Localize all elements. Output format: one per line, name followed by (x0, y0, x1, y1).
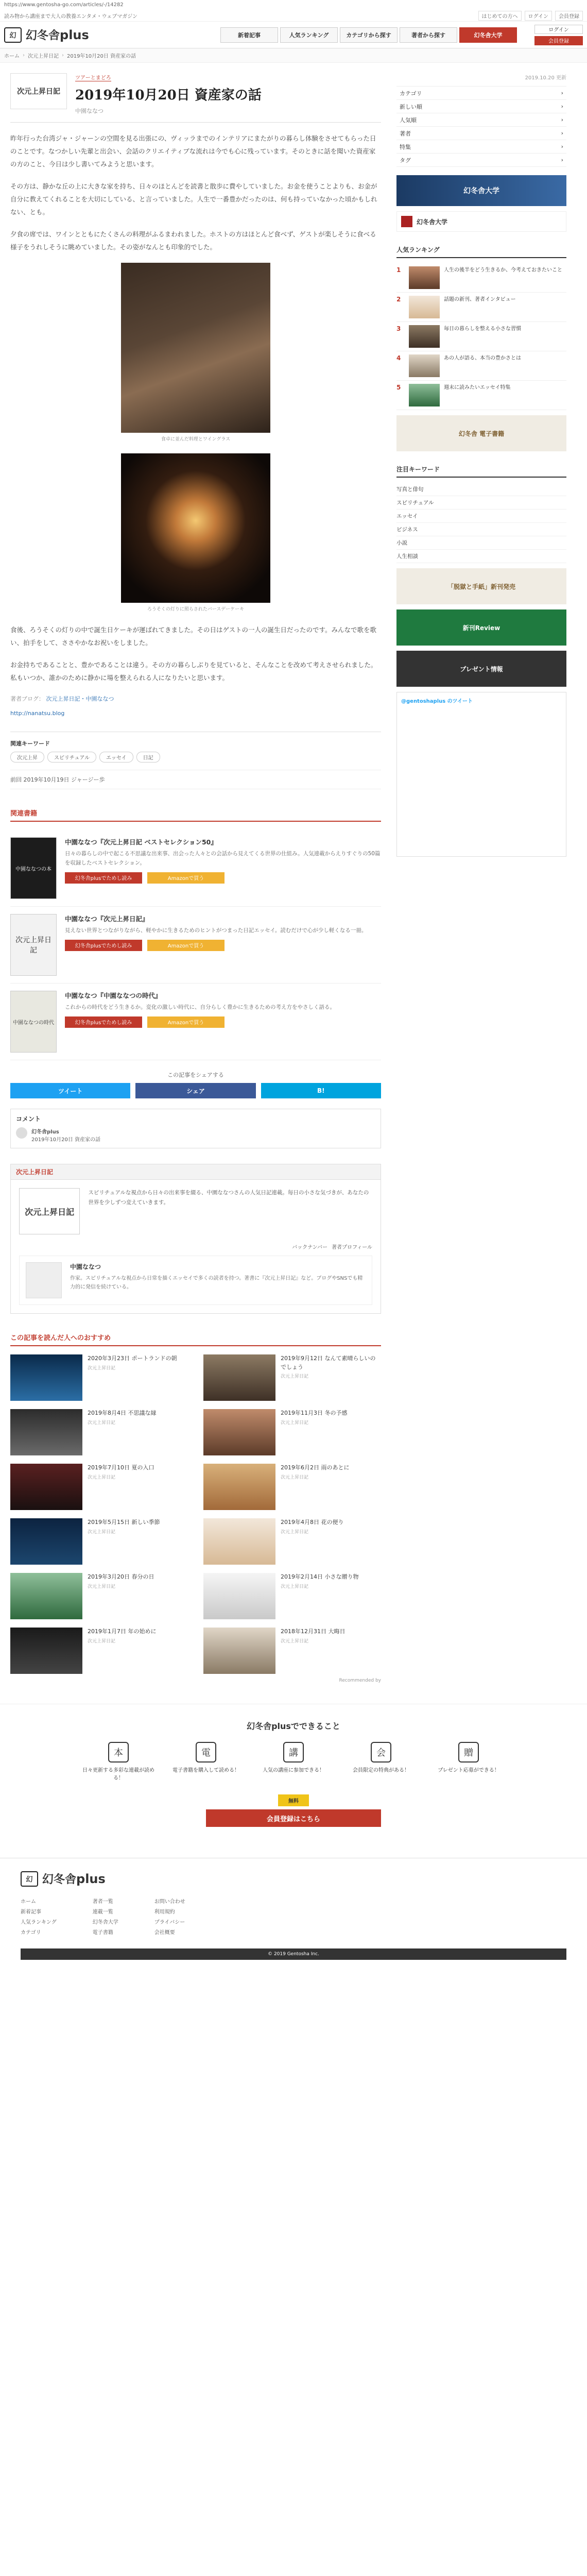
series-box-title: 次元上昇日記 (11, 1164, 381, 1180)
recommend-item-series: 次元上昇日記 (281, 1475, 309, 1480)
comment-text: 2019年10月20日 資産家の話 (31, 1137, 101, 1143)
recommend-item[interactable] (10, 1409, 188, 1455)
sidebar-menu (396, 86, 566, 167)
footer-link[interactable]: ホーム (21, 1899, 36, 1905)
topbar-link-login[interactable]: ログイン (525, 11, 553, 21)
ranking-title: 人気ランキング (396, 242, 566, 258)
nav-category[interactable]: カテゴリから探す (340, 27, 398, 43)
global-nav (220, 27, 517, 43)
footer-link[interactable]: カテゴリ (21, 1930, 41, 1936)
chevron-right-icon: › (561, 157, 563, 163)
comment-user[interactable]: 幻冬舎plus (31, 1129, 59, 1135)
recommend-grid (10, 1354, 381, 1674)
twitter-timeline-title: @gentoshaplus のツイート (401, 699, 473, 704)
recommend-thumb (10, 1518, 82, 1565)
article-photo-cake (121, 453, 270, 614)
footer-link[interactable]: 幻冬舎大学 (92, 1920, 118, 1925)
twitter-timeline[interactable] (396, 692, 566, 857)
recommend-thumb (203, 1354, 275, 1401)
book-title[interactable]: 中園ななつ『次元上昇日記』 (65, 915, 149, 923)
book-desc: 見えない世界とつながりながら、軽やかに生きるためのヒントがつまった日記エッセイ。読むだけで心が少し軽くなる一冊。 (65, 927, 367, 934)
recommend-item-title: 2019年7月10日 夏の入口 (88, 1464, 154, 1471)
twitter-share-button[interactable]: ツイート (10, 1083, 130, 1098)
article-title: 2019年10月20日 資産家の話 (75, 88, 262, 103)
university-brand[interactable]: 幻冬舎大学 (396, 211, 566, 232)
footer-link[interactable]: 電子書籍 (92, 1930, 113, 1936)
article-paragraph: その方は、静かな丘の上に大きな家を持ち、日々のほとんどを読書と散歩に費やしていました。お金を使うことよりも、お金が自分に教えてくれることを大切にしている、と言っていました。人生で一番豊かだったのは、何も持っていなかった頃かもしれない、とも。 (10, 182, 377, 216)
chevron-right-icon: › (561, 143, 563, 150)
recommend-item[interactable] (203, 1573, 381, 1619)
footer-links (21, 1897, 566, 1938)
recommend-item-series: 次元上昇日記 (88, 1475, 116, 1480)
photo-caption: ろうそくの灯りに照らされたバースデーケーキ (147, 607, 245, 612)
recommend-item-title: 2019年9月12日 なんて素晴らしいのでしょう (281, 1355, 376, 1370)
recommend-ad-label: Recommended by (339, 1678, 381, 1683)
recommend-item[interactable] (203, 1354, 381, 1401)
sidebar-menu-item[interactable]: タグ › (396, 154, 566, 167)
chevron-right-icon: › (561, 116, 563, 123)
keyword-link[interactable]: 小説 (396, 536, 566, 550)
sidebar-menu-item[interactable]: 著者 › (396, 127, 566, 140)
present-ad[interactable]: プレゼント情報 (396, 651, 566, 687)
breadcrumb-current: 2019年10月20日 資産家の話 (67, 54, 136, 59)
recommend-item[interactable] (203, 1628, 381, 1674)
recommend-thumb (10, 1573, 82, 1619)
book-title[interactable]: 中園ななつ『中園ななつの時代』 (65, 992, 162, 999)
author-name[interactable]: 中園ななつ (70, 1263, 101, 1270)
dinner-image (121, 263, 270, 433)
book-title[interactable]: 中園ななつ『次元上昇日記 ベストセレクション50』 (65, 838, 217, 846)
brand-square-icon (401, 216, 412, 227)
topbar-link-guide[interactable]: はじめての方へ (478, 11, 522, 21)
ebook-ad[interactable]: 幻冬舎 電子書籍 (396, 415, 566, 451)
nav-author[interactable]: 著者から探す (400, 27, 457, 43)
book-icon: 本 (108, 1742, 129, 1762)
share-buttons (10, 1083, 381, 1098)
book-desc: これからの時代をどう生きるか。変化の激しい時代に、自分らしく豊かに生きるための考え方をやさしく語る。 (65, 1004, 335, 1010)
chevron-right-icon: › (561, 130, 563, 137)
comment-item (16, 1127, 375, 1143)
keywords-title: 関連キーワード (10, 740, 50, 747)
service-item: 電 電子書籍を購入して読める！ (167, 1742, 245, 1782)
recommend-item-series: 次元上昇日記 (281, 1638, 309, 1644)
nav-university[interactable]: 幻冬舎大学 (459, 27, 517, 43)
recommend-thumb (10, 1409, 82, 1455)
footer-link[interactable]: 利用規約 (154, 1909, 175, 1915)
recommend-thumb (10, 1464, 82, 1510)
topbar (0, 10, 587, 22)
service-item: 講 人気の講座に参加できる！ (255, 1742, 332, 1782)
recommend-item[interactable] (10, 1573, 188, 1619)
recommend-item-series: 次元上昇日記 (88, 1584, 116, 1589)
avatar (16, 1127, 27, 1139)
chevron-right-icon: › (23, 53, 25, 58)
footer-link[interactable]: お問い合わせ (154, 1899, 185, 1905)
ranking-thumb (409, 266, 440, 289)
amazon-button[interactable]: Amazonで買う (147, 872, 225, 884)
sidebar-menu-item[interactable]: 新しい順 › (396, 100, 566, 113)
footer-link[interactable]: 連載一覧 (92, 1909, 113, 1915)
sidebar-menu-item[interactable]: 特集 › (396, 140, 566, 154)
topbar-links (478, 11, 583, 21)
logo-kanji: 幻冬舎 (26, 29, 60, 42)
recommend-item-title: 2019年11月3日 冬の予感 (281, 1410, 348, 1416)
keyword-link[interactable]: 人生相談 (396, 550, 566, 563)
recommend-thumb (203, 1573, 275, 1619)
comments-title: コメント (16, 1115, 41, 1123)
ranking-item[interactable]: 5 週末に読みたいエッセイ特集 (396, 381, 566, 410)
nav-new[interactable]: 新着記事 (220, 27, 278, 43)
keyword-link[interactable]: スピリチュアル (396, 496, 566, 510)
site-logo[interactable] (4, 27, 215, 43)
review-ad[interactable]: 新刊Review (396, 609, 566, 646)
share-label: この記事をシェアする (167, 1072, 224, 1078)
ebook-icon: 電 (196, 1742, 216, 1762)
amazon-button[interactable]: Amazonで買う (147, 940, 225, 951)
hatena-share-button[interactable]: B! (261, 1083, 381, 1098)
comments-box (10, 1109, 381, 1148)
services-section (0, 1704, 587, 1842)
logo-mark-icon: 幻 (4, 27, 22, 43)
trial-read-button[interactable]: 幻冬舎plusでためし読み (65, 872, 142, 884)
recommend-item-series: 次元上昇日記 (281, 1529, 309, 1535)
book-desc: 日々の暮らしの中で起こる不思議な出来事、出会った人々との会話から見えてくる世界の仕組み。人気連載からえりすぐりの50篇を収録したベストセレクション。 (65, 851, 381, 866)
register-cta-button[interactable]: 会員登録はこちら (206, 1809, 381, 1827)
recommend-item-series: 次元上昇日記 (281, 1374, 309, 1379)
breadcrumb (0, 48, 587, 63)
recommend-item[interactable] (10, 1354, 188, 1401)
recommend-thumb (203, 1464, 275, 1510)
article-paragraph: 食後、ろうそくの灯りの中で誕生日ケーキが運ばれてきました。その日はゲストの一人の誕生日だったのです。みんなで歌を歌い、拍手をして、ささやかなお祝いをしました。 (10, 626, 377, 647)
facebook-share-button[interactable]: シェア (135, 1083, 255, 1098)
recommend-thumb (203, 1518, 275, 1565)
free-badge: 無料 (278, 1794, 309, 1806)
series-backnumber-link[interactable]: バックナンバー (292, 1245, 327, 1250)
footer-link[interactable]: プライバシー (154, 1920, 185, 1925)
keyword-tag[interactable]: 次元上昇 (10, 752, 44, 762)
footer-link[interactable]: 著者一覧 (92, 1899, 113, 1905)
article-author[interactable]: 中園ななつ (75, 108, 103, 114)
new-book-ad[interactable]: 「脱獄と手紙」新刊発売 (396, 568, 566, 604)
related-books-title: 関連書籍 (10, 805, 381, 822)
footer-link[interactable]: 新着記事 (21, 1909, 41, 1915)
chevron-right-icon: › (561, 103, 563, 110)
main-column (10, 63, 381, 1683)
series-box-thumbnail[interactable]: 次元上昇日記 (19, 1188, 80, 1234)
header-login-button[interactable]: ログイン (534, 25, 583, 34)
article-header (10, 63, 381, 123)
footer-link[interactable]: 会社概要 (154, 1930, 175, 1936)
recommend-item-series: 次元上昇日記 (88, 1365, 116, 1371)
recommend-item-title: 2019年5月15日 新しい季節 (88, 1519, 160, 1526)
recommend-item-series: 次元上昇日記 (281, 1584, 309, 1589)
author-bio: 作家。スピリチュアルな視点から日常を描くエッセイで多くの読者を持つ。著書に『次元上昇日記』など。ブログやSNSでも精力的に発信を続けている。 (70, 1276, 363, 1290)
book-cover[interactable]: 次元上昇日記 (10, 914, 57, 976)
keyword-tag[interactable]: エッセイ (99, 752, 133, 762)
recommend-item-title: 2019年1月7日 年の始めに (88, 1628, 157, 1635)
keyword-cloud (396, 483, 566, 563)
member-icon: 会 (371, 1742, 391, 1762)
tagline: 読み物から講座まで大人の教養エンタメ・ウェブマガジン (4, 14, 137, 20)
article-photo-dinner (121, 263, 270, 444)
recommend-item-series: 次元上昇日記 (88, 1529, 116, 1535)
trial-read-button[interactable]: 幻冬舎plusでためし読み (65, 1016, 142, 1028)
logo-plus: plus (60, 28, 89, 42)
recommend-item-title: 2019年3月20日 春分の日 (88, 1573, 154, 1580)
chevron-right-icon: › (561, 90, 563, 96)
keyword-tag[interactable]: 日記 (136, 752, 160, 762)
recommend-item[interactable] (203, 1464, 381, 1510)
breadcrumb-series[interactable]: 次元上昇日記 (28, 54, 59, 59)
related-book (10, 907, 381, 984)
breadcrumb-home[interactable]: ホーム (4, 54, 20, 59)
header-register-button[interactable]: 会員登録 (534, 36, 583, 45)
chevron-right-icon: › (62, 53, 64, 58)
amazon-button[interactable]: Amazonで買う (147, 1016, 225, 1028)
series-thumbnail[interactable]: 次元上昇日記 (10, 73, 67, 109)
service-item: 贈 プレゼント応募ができる！ (430, 1742, 507, 1782)
header-account (534, 25, 583, 45)
author-blog-url[interactable]: http://nanatsu.blog (10, 710, 65, 717)
trial-read-button[interactable]: 幻冬舎plusでためし読み (65, 940, 142, 951)
recommend-item-title: 2018年12月31日 大晦日 (281, 1628, 346, 1635)
ranking-item[interactable]: 1 人生の後半をどう生きるか、今考えておきたいこと (396, 263, 566, 293)
recommend-item-title: 2019年8月4日 不思議な縁 (88, 1410, 157, 1416)
recommend-item[interactable] (10, 1464, 188, 1510)
recommend-item-title: 2019年2月14日 小さな贈り物 (281, 1573, 359, 1580)
author-blog-link[interactable]: 次元上昇日記・中園ななつ (46, 696, 114, 702)
gift-icon: 贈 (458, 1742, 479, 1762)
recommend-item-title: 2019年6月2日 雨のあとに (281, 1464, 350, 1471)
site-header (0, 22, 587, 48)
recommend-item-series: 次元上昇日記 (281, 1420, 309, 1426)
author-box (19, 1256, 372, 1305)
article-paragraph: 夕食の席では、ワインとともにたくさんの料理がふるまわれました。ホストの方はほとんど食べず、ゲストが楽しそうに食べる様子をうれしそうに眺めていました。その姿がなんとも印象的でした。 (10, 230, 376, 251)
series-desc: スピリチュアルな視点から日々の出来事を綴る、中園ななつさんの人気日記連載。毎日の小さな気づきが、あなたの世界を少しずつ変えていきます。 (88, 1190, 369, 1206)
recommend-item-series: 次元上昇日記 (88, 1420, 116, 1426)
logo-mark-icon: 幻 (21, 1871, 38, 1887)
related-book (10, 830, 381, 907)
service-item: 会 会員限定の特典がある！ (342, 1742, 420, 1782)
author-photo (26, 1262, 62, 1298)
sidebar-menu-item[interactable]: 人気順 › (396, 113, 566, 127)
recommend-thumb (203, 1409, 275, 1455)
recommend-item[interactable] (203, 1518, 381, 1565)
series-box (10, 1164, 381, 1314)
recommend-thumb (203, 1628, 275, 1674)
keyword-link[interactable]: ビジネス (396, 523, 566, 536)
ranking-item[interactable]: 3 毎日の暮らしを整える小さな習慣 (396, 322, 566, 351)
topbar-link-register[interactable]: 会員登録 (555, 11, 583, 21)
recommend-thumb (10, 1628, 82, 1674)
browser-url: https://www.gentosha-go.com/articles/-/14282 (4, 2, 124, 8)
related-book (10, 984, 381, 1060)
service-item: 本 日々更新する多彩な連載が読める！ (80, 1742, 157, 1782)
sidebar (396, 63, 566, 1683)
author-blog-line: 著者ブログ： 次元上昇日記・中園ななつ (10, 696, 114, 702)
author-blog-prefix: 著者ブログ (10, 696, 39, 702)
series-profile-link[interactable]: 著者プロフィール (332, 1245, 372, 1250)
copyright: © 2019 Gentosha Inc. (21, 1948, 566, 1960)
footer-logo[interactable]: 幻 幻冬舎plus (21, 1871, 232, 1887)
recommend-item-series: 次元上昇日記 (88, 1638, 116, 1644)
photo-caption: 食卓に並んだ料理とワイングラス (161, 437, 231, 442)
lecture-icon: 講 (283, 1742, 304, 1762)
recommend-title: この記事を読んだ人へのおすすめ (10, 1329, 381, 1346)
article-category[interactable]: ツアーとまどろ (75, 73, 111, 81)
recommend-item-title: 2020年3月23日 ポートランドの朝 (88, 1355, 177, 1362)
book-cover[interactable]: 中園ななつの本 (10, 837, 57, 899)
ranking-thumb (409, 384, 440, 406)
recommend-item-title: 2019年4月8日 花の便り (281, 1519, 344, 1526)
keyword-link[interactable]: エッセイ (396, 510, 566, 523)
footer-link[interactable]: 人気ランキング (21, 1920, 57, 1925)
keyword-link[interactable]: 写真と俳句 (396, 483, 566, 496)
sidebar-menu-item[interactable]: カテゴリ › (396, 87, 566, 100)
article-body (10, 123, 381, 732)
book-cover[interactable]: 中園ななつの時代 (10, 991, 57, 1053)
services-title: 幻冬舎plusでできること (247, 1721, 340, 1731)
ranking-thumb (409, 296, 440, 318)
keywords-box (10, 732, 381, 770)
content-wrap (0, 63, 587, 1683)
recommend-item[interactable] (10, 1518, 188, 1565)
keyword-cloud-title: 注目キーワード (396, 462, 566, 478)
ranking-thumb (409, 354, 440, 377)
nav-ranking[interactable]: 人気ランキング (280, 27, 338, 43)
article-paragraph: お金持ちであることと、豊かであることは違う。その方の暮らしぶりを見ていると、そんなことを改めて考えさせられました。私もいつか、誰かのために静かに場を整えられる人になりたいと思います。 (10, 661, 377, 682)
ranking-item[interactable]: 4 あの人が語る、本当の豊かさとは (396, 351, 566, 381)
keyword-tag[interactable]: スピリチュアル (47, 752, 96, 762)
university-banner[interactable]: 幻冬舎大学 (396, 175, 566, 206)
article-paragraph: 昨年行った台湾ジャ・ジャーンの空間を見る出張にの、ヴィッラまでのインテリアにまたがりの暮らし体験をさせてもらった日のことです。なつかしい先輩と出会い、会話のクリエイティブな流れは今でも心に残っています。そのときに話を聞いた資産家の方のこと、今日は少し書いてみようと思います。 (10, 134, 376, 168)
ranking-thumb (409, 325, 440, 348)
prev-article-link[interactable]: 前回 2019年10月19日 ジャージー歩 (10, 770, 381, 789)
cake-image (121, 453, 270, 603)
ranking-item[interactable]: 2 話題の新刊、著者インタビュー (396, 293, 566, 322)
recommend-thumb (10, 1354, 82, 1401)
sidebar-date: 2019.10.20 更新 (525, 75, 566, 81)
site-footer (0, 1858, 587, 1965)
recommend-item[interactable] (203, 1409, 381, 1455)
recommend-item[interactable] (10, 1628, 188, 1674)
